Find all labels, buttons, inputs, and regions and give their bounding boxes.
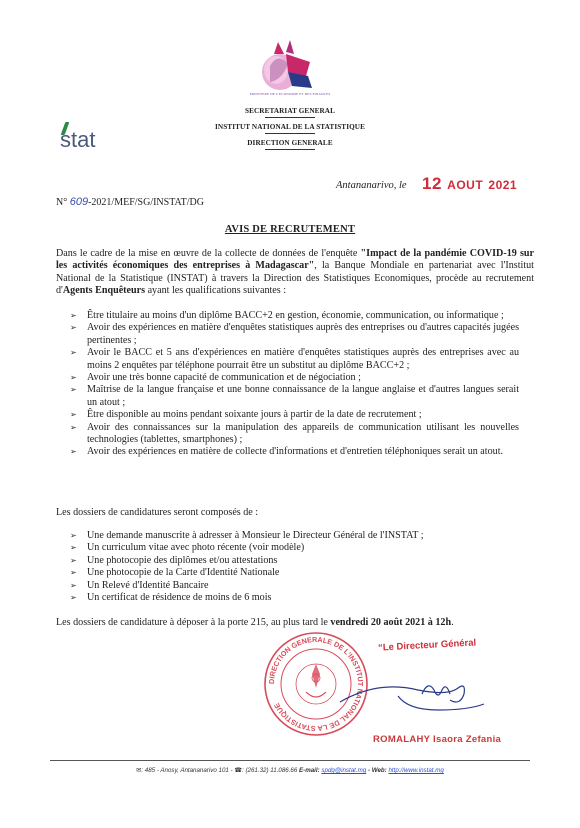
documents-intro: Les dossiers de candidatures seront composés de :: [56, 507, 259, 518]
list-item: [70, 347, 519, 372]
document-title: AVIS DE RECRUTEMENT: [224, 224, 356, 235]
email-link[interactable]: spdg@instat.mg: [321, 767, 367, 774]
list-item-text: Avoir des expériences en matière de collecte d'informations et d'entretien téléphoniques serait un atout.: [87, 446, 504, 458]
list-item: [70, 310, 519, 322]
list-item: [70, 567, 510, 579]
seal-text: DIRECTION GENERALE DE L'INSTITUT NATIONAL DE LA STATISTIQUE: [266, 634, 366, 734]
deadline-text: Les dossiers de candidature à déposer à la porte 215, au plus tard le: [56, 617, 331, 628]
list-item: [70, 372, 519, 384]
arrow-bullet-icon: ➢: [70, 385, 77, 395]
divider: [265, 117, 315, 118]
footer-web-label: - Web:: [366, 767, 389, 774]
list-item-text: Être disponible au moins pendant soixante jours à partir de la date de recrutement ;: [87, 409, 422, 421]
reference-suffix: -2021/MEF/SG/INSTAT/DG: [88, 197, 204, 208]
divider: [265, 149, 315, 150]
list-item-text: Avoir le BACC et 5 ans d'expériences en matière d'enquêtes statistiques auprès des entreprises avec au moins 2 enquêtes par téléphone pourrait être un substitut au diplôme BACC+2 ;: [87, 347, 519, 371]
arrow-bullet-icon: ➢: [70, 348, 77, 358]
signer-title: [378, 637, 477, 653]
place-label: Antananarivo, le: [336, 180, 407, 191]
list-item: [70, 384, 519, 409]
institute-heading: INSTITUT NATIONAL DE LA STATISTIQUE: [215, 123, 365, 131]
list-item-text: Un curriculum vitae avec photo récente (voir modèle): [87, 542, 305, 554]
arrow-bullet-icon: ➢: [70, 555, 77, 565]
list-item: [70, 530, 510, 542]
list-item: [70, 592, 510, 604]
arrow-bullet-icon: ➢: [70, 593, 77, 603]
mail-icon: ✉: [136, 767, 142, 774]
secretariat-heading: SECRETARIAT GENERAL: [245, 107, 335, 115]
direction-heading: DIRECTION GENERALE: [247, 139, 333, 147]
qualifications-list: [70, 310, 519, 459]
signer-name: ROMALAHY Isaora Zefania: [373, 734, 502, 745]
survey-name: "Impact de la pandémie COVID-19 sur les activités économiques des entreprises à Madagascar": [56, 248, 534, 272]
list-item-text: Une demande manuscrite à adresser à Monsieur le Directeur Général de l'INSTAT ;: [87, 530, 424, 541]
list-item-text: Avoir des connaissances sur la manipulation des appareils de communication utilisant les nouvelles technologies (tablettes, smartphones) ;: [87, 421, 519, 446]
footer-address: : 485 - Anosy, Antananarivo 101 -: [141, 767, 235, 774]
intro-text: ayant les qualifications suivantes :: [145, 285, 287, 297]
quote-mark: “: [377, 642, 384, 654]
list-item: [70, 409, 519, 421]
arrow-bullet-icon: ➢: [70, 543, 77, 553]
arrow-bullet-icon: ➢: [70, 373, 77, 383]
phone-icon: ☎: [234, 767, 243, 774]
list-item-text: Avoir des expériences en matière d'enquêtes statistiques auprès des entreprises ou d'autres capacités jugées pertinentes ;: [87, 322, 519, 346]
list-item: [70, 555, 510, 567]
list-item-text: Être titulaire au moins d'un diplôme BACC+2 en gestion, économie, communication, ou informatique ;: [87, 310, 504, 321]
footer-contact: [0, 767, 580, 774]
ministry-caption: MINISTERE DE L'ECONOMIE ET DES FINANCES: [249, 92, 331, 96]
deadline-text: .: [451, 617, 454, 628]
list-item: [70, 580, 510, 592]
list-item-text: Une photocopie des diplômes et/ou attestations: [87, 554, 278, 566]
date-stamp: [422, 174, 517, 194]
reference-handwritten-number: 609: [69, 196, 89, 208]
intro-paragraph: [56, 248, 534, 298]
arrow-bullet-icon: ➢: [70, 410, 77, 420]
website-link[interactable]: http://www.instat.mg: [388, 767, 444, 774]
reference-prefix: N°: [56, 197, 68, 208]
list-item: [70, 322, 519, 347]
list-item-text: Avoir une très bonne capacité de communication et de négociation ;: [87, 372, 361, 384]
arrow-bullet-icon: ➢: [70, 447, 77, 457]
position-name: Agents Enquêteurs: [62, 285, 146, 297]
stamp-month: AOUT: [447, 178, 484, 192]
arrow-bullet-icon: ➢: [70, 422, 77, 432]
intro-text: , la Banque Mondiale en partenariat avec l'Institut National de la Statistique (INSTAT) à travers la Direction des Statistiques Economiques, procède au recrutement d': [56, 260, 534, 297]
list-item-text: Un Relevé d'Identité Bancaire: [87, 579, 209, 591]
list-item: [70, 446, 519, 458]
list-item-text: Un certificat de résidence de moins de 6 mois: [87, 592, 272, 604]
arrow-bullet-icon: ➢: [70, 568, 77, 578]
list-item-text: Une photocopie de la Carte d'Identité Nationale: [87, 567, 280, 579]
list-item: [70, 422, 519, 447]
arrow-bullet-icon: ➢: [70, 531, 77, 540]
list-item-text: Maîtrise de la langue française et une bonne connaissance de la langue anglaise et d'autres langues serait un atout ;: [87, 384, 519, 408]
arrow-bullet-icon: ➢: [70, 311, 77, 320]
reference-number: [56, 196, 204, 208]
stamp-year: 2021: [488, 178, 518, 192]
arrow-bullet-icon: ➢: [70, 580, 77, 590]
intro-text: Dans le cadre de la mise en œuvre de la collecte de données de l'enquête: [56, 248, 361, 259]
deadline-paragraph: [56, 617, 534, 628]
divider: [265, 133, 315, 134]
stat-logo: stat: [60, 127, 96, 152]
handwritten-signature: [338, 660, 488, 730]
documents-list: [70, 530, 510, 604]
list-item: [70, 542, 510, 554]
deadline-date: vendredi 20 août 2021 à 12h: [330, 617, 452, 628]
footer-email-label: E-mail:: [299, 767, 322, 774]
stamp-day: 12: [422, 174, 442, 193]
footer-phone: : (261.32) 11.086.66: [242, 767, 300, 774]
arrow-bullet-icon: ➢: [70, 323, 77, 333]
signer-title-text: Le Directeur Général: [382, 637, 477, 654]
footer-divider: [50, 760, 530, 761]
